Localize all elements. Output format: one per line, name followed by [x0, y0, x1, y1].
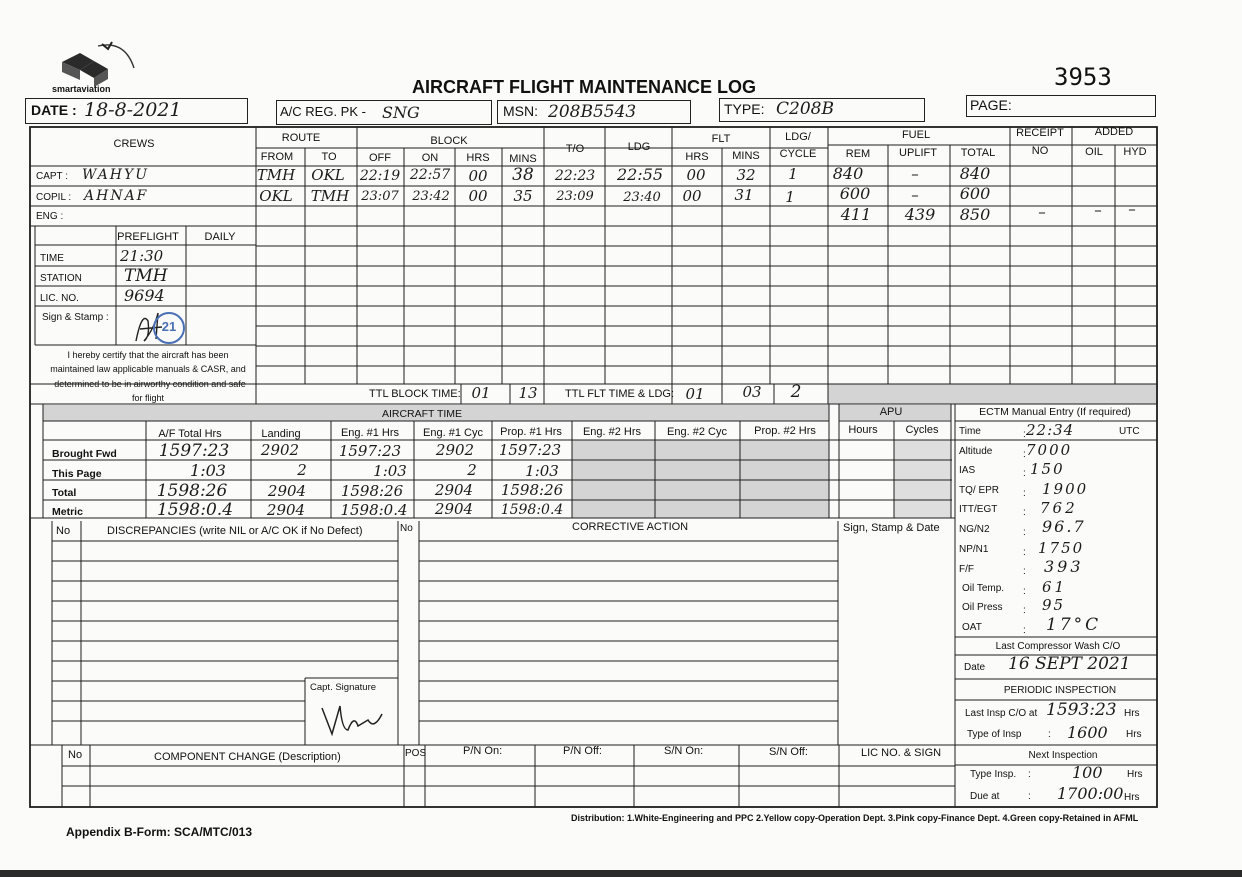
pn-off-header: P/N Off: [563, 745, 602, 757]
daily-header: DAILY [204, 231, 236, 243]
row1-off[interactable]: 22:19 [359, 168, 401, 184]
ectm-ias-value[interactable]: 150 [1030, 460, 1065, 478]
next-type-label: Type Insp. [970, 769, 1017, 780]
bf-eng1-hrs[interactable]: 1597:23 [338, 442, 402, 460]
row1-takeoff[interactable]: 22:23 [554, 168, 596, 184]
logo-text: smartaviation [52, 84, 111, 94]
row1-on[interactable]: 22:57 [409, 167, 451, 183]
apu-title: APU [879, 406, 903, 418]
ectm-itt-label: ITT/EGT [959, 504, 998, 515]
ectm-oat-value[interactable]: 17°C [1046, 615, 1102, 635]
col-eng2-hrs: Eng. #2 Hrs [582, 426, 642, 438]
met-eng1-hrs[interactable]: 1598:0.4 [340, 501, 408, 519]
ldg-cycle-header-2: CYCLE [779, 148, 817, 160]
disc-no-header: No [56, 525, 71, 537]
preflight-lic-value[interactable]: 9694 [124, 286, 165, 305]
row3-fuel-total[interactable]: 850 [959, 205, 991, 224]
lic-sign-header: LIC NO. & SIGN [861, 747, 942, 759]
tp-prop1-hrs[interactable]: 1:03 [525, 462, 559, 480]
added-oil-header: OIL [1085, 146, 1103, 158]
reg-value[interactable]: SNG [382, 103, 420, 122]
preflight-header: PREFLIGHT [117, 231, 179, 243]
flt-header: FLT [711, 133, 731, 145]
block-on-header: ON [421, 152, 439, 164]
ectm-np-value[interactable]: 1750 [1038, 539, 1085, 557]
fuel-rem-header: REM [845, 148, 871, 160]
due-at-colon: : [1028, 791, 1031, 802]
ectm-altitude-label: Altitude [959, 446, 993, 457]
row3-oil[interactable]: – [1094, 201, 1102, 219]
row2-on[interactable]: 23:42 [412, 189, 450, 204]
ectm-oil-press-label: Oil Press [962, 602, 1003, 613]
ectm-ff-label: F/F [959, 564, 974, 575]
ttl-flt-mins[interactable]: 03 [742, 383, 762, 401]
certify-line-2: maintained law applicable manuals & CASR, and [50, 364, 246, 374]
ttl-flt-hrs[interactable]: 01 [685, 385, 705, 403]
row1-cycle[interactable]: 1 [788, 165, 798, 183]
row2-to[interactable]: TMH [310, 187, 350, 205]
sn-on-header: S/N On: [664, 745, 704, 757]
ectm-oat-label: OAT [962, 622, 982, 633]
certify-line-4: for flight [131, 393, 165, 403]
row2-fuel-total[interactable]: 600 [959, 184, 991, 203]
pn-on-header: P/N On: [463, 745, 503, 757]
ectm-title: ECTM Manual Entry (If required) [979, 406, 1131, 418]
ectm-np-label: NP/N1 [959, 544, 989, 555]
compressor-wash-title: Last Compressor Wash C/O [995, 641, 1121, 652]
certify-line-3: determined to be in airworthy condition and safe [54, 379, 246, 389]
last-insp-label: Last Insp C/O at [965, 708, 1038, 719]
wash-date-value[interactable]: 16 SEPT 2021 [1008, 654, 1131, 674]
date-value[interactable]: 18-8-2021 [84, 99, 182, 121]
added-header: ADDED [1094, 126, 1134, 138]
ttl-ldg[interactable]: 2 [790, 382, 802, 402]
met-af-total[interactable]: 1598:0.4 [156, 500, 234, 520]
ttl-block-mins[interactable]: 13 [518, 384, 538, 402]
col-eng2-cyc: Eng. #2 Cyc [667, 426, 727, 438]
col-landing: Landing [261, 428, 301, 440]
copil-name[interactable]: AHNAF [84, 188, 149, 204]
type-insp-colon: : [1048, 729, 1051, 740]
row1-fuel-total[interactable]: 840 [959, 164, 991, 183]
tp-af-total[interactable]: 1:03 [190, 461, 226, 480]
route-from-header: FROM [260, 151, 294, 163]
takeoff-header: T/O [565, 143, 585, 155]
type-insp-label: Type of Insp [967, 729, 1022, 740]
row2-off[interactable]: 23:07 [361, 189, 399, 204]
flt-hrs-header: HRS [685, 151, 709, 163]
row1-flt-hrs[interactable]: 00 [686, 166, 706, 184]
total-label: Total [52, 487, 77, 499]
added-hyd-header: HYD [1123, 146, 1147, 158]
row3-receipt[interactable]: – [1038, 203, 1046, 221]
row1-flt-mins[interactable]: 32 [736, 166, 756, 184]
receipt-header-1: RECEIPT [1016, 127, 1064, 139]
distribution-note: Distribution: 1.White-Engineering and PPC 2.Yellow copy-Operation Dept. 3.Pink copy-Finance Dept. 4.Green copy-Retained in AFML [571, 813, 1139, 823]
block-header: BLOCK [430, 135, 468, 147]
ectm-time-unit: UTC [1119, 426, 1140, 437]
ectm-altitude-value[interactable]: 7000 [1026, 441, 1073, 459]
crews-header: CREWS [113, 138, 155, 150]
met-eng1-cyc[interactable]: 2904 [434, 500, 474, 518]
tp-eng1-cyc[interactable]: 2 [467, 461, 477, 479]
ectm-time-label: Time [959, 426, 981, 437]
row1-from[interactable]: TMH [256, 166, 296, 184]
block-off-header: OFF [369, 152, 391, 164]
row2-fuel-uplift[interactable]: – [911, 186, 919, 204]
row2-landing[interactable]: 23:40 [623, 190, 661, 205]
row3-hyd[interactable]: – [1128, 200, 1136, 218]
corr-no-header: No [400, 523, 413, 534]
page-label: PAGE: [970, 97, 1012, 113]
row2-from[interactable]: OKL [259, 187, 293, 205]
capt-signature[interactable] [318, 700, 388, 740]
row2-flt-mins[interactable]: 31 [734, 186, 754, 204]
tot-prop1-hrs[interactable]: 1598:26 [500, 481, 564, 499]
block-hrs-header: HRS [466, 152, 490, 164]
row1-hrs[interactable]: 00 [468, 167, 488, 185]
this-page-label: This Page [52, 468, 102, 480]
type-label: TYPE: [724, 101, 765, 117]
last-insp-value[interactable]: 1593:23 [1046, 700, 1117, 720]
sn-off-header: S/N Off: [769, 746, 808, 758]
tot-landing[interactable]: 2904 [267, 482, 307, 500]
appendix-form: Appendix B-Form: SCA/MTC/013 [66, 825, 253, 839]
sign-stamp-date-header: Sign, Stamp & Date [843, 522, 940, 534]
last-insp-unit: Hrs [1124, 708, 1140, 719]
capt-signature-label: Capt. Signature [310, 682, 377, 693]
preflight-lic-label: LIC. NO. [40, 293, 79, 304]
route-to-header: TO [321, 151, 337, 163]
comp-no-header: No [68, 749, 83, 761]
form-number: 3953 [1054, 63, 1112, 91]
met-landing[interactable]: 2904 [266, 501, 306, 519]
ectm-ng-value[interactable]: 96.7 [1042, 517, 1086, 536]
row2-flt-hrs[interactable]: 00 [682, 187, 702, 205]
col-prop2-hrs: Prop. #2 Hrs [754, 425, 816, 437]
fuel-total-header: TOTAL [960, 147, 996, 159]
preflight-station-value[interactable]: TMH [124, 266, 168, 286]
msn-value[interactable]: 208B5543 [548, 102, 637, 122]
fuel-uplift-header: UPLIFT [899, 147, 937, 159]
ectm-oil-temp-label: Oil Temp. [962, 583, 1005, 594]
col-eng1-hrs: Eng. #1 Hrs [340, 427, 400, 439]
bf-eng1-cyc[interactable]: 2902 [435, 441, 475, 459]
next-inspection-title: Next Inspection [1028, 750, 1098, 761]
capt-name[interactable]: WAHYU [82, 167, 150, 183]
stamp-number: 21 [161, 319, 177, 334]
captain-signature-icon [318, 700, 388, 740]
ldg-cycle-header-1: LDG/ [785, 131, 811, 143]
row3-fuel-rem[interactable]: 411 [840, 205, 872, 224]
ectm-ias-label: IAS [959, 465, 976, 476]
bf-af-total[interactable]: 1597:23 [158, 441, 230, 461]
preflight-time-value[interactable]: 21:30 [120, 247, 164, 265]
landing-header: LDG [627, 141, 651, 153]
receipt-header-2: NO [1031, 145, 1049, 157]
ectm-time-value[interactable]: 22:34 [1026, 421, 1075, 439]
met-prop1-hrs[interactable]: 1598:0.4 [500, 502, 564, 518]
col-prop1-hrs: Prop. #1 Hrs [500, 426, 562, 438]
row1-landing[interactable]: 22:55 [616, 165, 664, 184]
col-af-total: A/F Total Hrs [158, 428, 222, 440]
next-type-value[interactable]: 100 [1072, 763, 1103, 782]
ttl-block-label: TTL BLOCK TIME: [369, 388, 461, 400]
next-type-colon: : [1028, 769, 1031, 780]
tot-eng1-hrs[interactable]: 1598:26 [340, 482, 404, 500]
tp-landing[interactable]: 2 [297, 461, 307, 479]
brought-fwd-label: Brought Fwd [52, 448, 117, 460]
row2-fuel-rem[interactable]: 600 [839, 184, 871, 203]
row2-takeoff[interactable]: 23:09 [556, 189, 594, 204]
due-at-label: Due at [970, 791, 1000, 802]
ttl-block-hrs[interactable]: 01 [471, 384, 491, 402]
ttl-flt-label: TTL FLT TIME & LDG: [565, 388, 675, 400]
msn-label: MSN: [503, 103, 538, 119]
type-value[interactable]: C208B [776, 99, 834, 119]
flt-mins-header: MINS [732, 150, 760, 162]
apu-hours-header: Hours [848, 424, 878, 436]
reg-label: A/C REG. PK - [280, 104, 366, 119]
next-type-unit: Hrs [1127, 769, 1143, 780]
page-title: AIRCRAFT FLIGHT MAINTENANCE LOG [412, 77, 756, 97]
comp-desc-header: COMPONENT CHANGE (Description) [154, 751, 341, 763]
row2-mins[interactable]: 35 [513, 187, 533, 205]
tot-af-total[interactable]: 1598:26 [156, 481, 228, 501]
fuel-header: FUEL [901, 129, 931, 141]
row1-mins[interactable]: 38 [512, 165, 534, 185]
certify-line-1: I hereby certify that the aircraft has been [67, 350, 229, 360]
bf-landing[interactable]: 2902 [260, 441, 300, 459]
type-insp-unit: Hrs [1126, 729, 1142, 740]
corrective-action-header: CORRECTIVE ACTION [572, 521, 689, 533]
aircraft-time-title: AIRCRAFT TIME [381, 408, 463, 420]
tot-eng1-cyc[interactable]: 2904 [434, 481, 474, 499]
row3-fuel-uplift[interactable]: 439 [904, 205, 936, 224]
row1-to[interactable]: OKL [311, 166, 345, 184]
periodic-inspection-title: PERIODIC INSPECTION [1003, 685, 1117, 696]
tp-eng1-hrs[interactable]: 1:03 [373, 462, 407, 480]
ectm-itt-value[interactable]: 762 [1040, 499, 1078, 517]
capt-label: CAPT : [36, 171, 69, 182]
eng-label: ENG : [36, 211, 64, 222]
copil-label: COPIL : [36, 192, 72, 203]
row2-hrs[interactable]: 00 [468, 187, 488, 205]
preflight-station-label: STATION [40, 273, 82, 284]
ectm-colons: : : : : : : : : : : : [1023, 429, 1026, 636]
row1-fuel-uplift[interactable]: – [911, 165, 919, 183]
date-label: DATE : [31, 102, 77, 118]
apu-cycles-header: Cycles [905, 424, 939, 436]
preflight-time-label: TIME [40, 253, 64, 264]
ectm-oil-temp-value[interactable]: 61 [1042, 578, 1068, 596]
route-header: ROUTE [281, 132, 321, 144]
wash-date-label: Date [964, 662, 986, 673]
comp-pos-header: POS [405, 748, 427, 759]
block-mins-header: MINS [509, 153, 537, 165]
col-eng1-cyc: Eng. #1 Cyc [423, 427, 483, 439]
ectm-oil-press-value[interactable]: 95 [1042, 596, 1066, 614]
due-at-value[interactable]: 1700:00 [1057, 784, 1124, 803]
metric-label: Metric [52, 506, 83, 518]
ectm-ff-value[interactable]: 393 [1044, 557, 1084, 576]
due-at-unit: Hrs [1124, 792, 1140, 803]
type-insp-value[interactable]: 1600 [1067, 723, 1108, 742]
ectm-tq-value[interactable]: 1900 [1042, 480, 1089, 498]
bf-prop1-hrs[interactable]: 1597:23 [498, 441, 562, 459]
sign-stamp-label: Sign & Stamp : [42, 312, 109, 323]
row1-fuel-rem[interactable]: 840 [832, 164, 864, 183]
ectm-tq-label: TQ/ EPR [959, 485, 1000, 496]
disc-header: DISCREPANCIES (write NIL or A/C OK if No Defect) [107, 525, 363, 537]
row2-cycle[interactable]: 1 [785, 188, 795, 206]
ectm-ng-label: NG/N2 [959, 524, 990, 535]
